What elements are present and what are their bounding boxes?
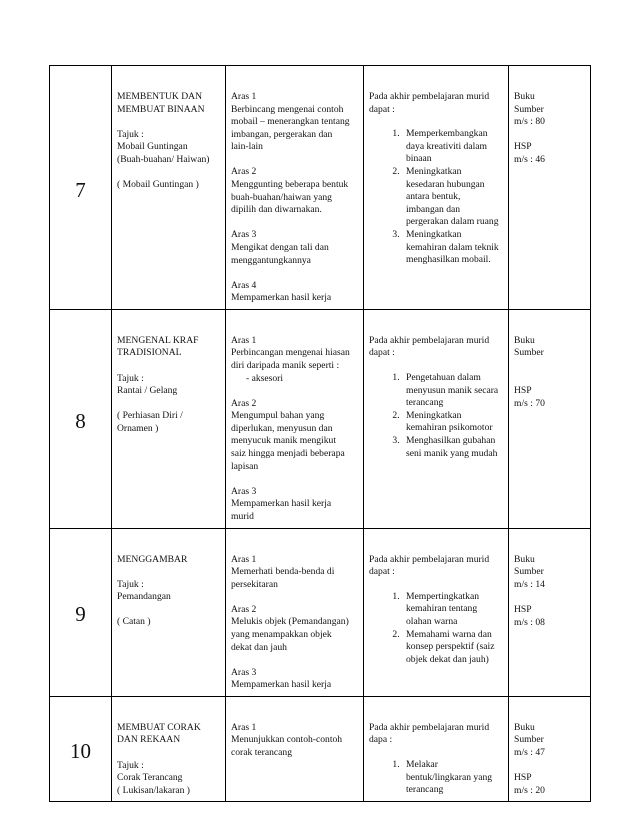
aras-line: saiz hingga menjadi beberapa — [231, 448, 345, 460]
objective-line: daya kreativiti dalam — [406, 140, 487, 152]
aras-label: Aras 1 — [231, 91, 257, 102]
aras-label: Aras 3 — [231, 485, 257, 497]
aras-line: dipilih dan diwarnakan. — [231, 204, 322, 216]
objective-item — [402, 435, 503, 460]
reference-line: HSP — [514, 603, 532, 615]
reference-line — [514, 373, 585, 386]
objectives-cell — [364, 71, 509, 309]
aras-line: dekat dan jauh — [231, 641, 287, 653]
topic-cell — [112, 534, 226, 697]
objective-line: kesedaran hubungan — [406, 178, 485, 190]
reference-line: m/s : 20 — [514, 784, 545, 796]
tajuk-line: ( Lukisan/lakaran ) — [117, 784, 190, 796]
aras-line: diri daripada manik seperti : — [231, 360, 340, 371]
objective-line: 1. Memperkembangkan — [406, 128, 488, 140]
aras-line: Memerhati benda-benda di — [231, 566, 335, 578]
objective-line: binaan — [406, 153, 432, 165]
reference-line: m/s : 80 — [514, 116, 545, 128]
references-cell — [509, 702, 591, 802]
objective-line: antara bentuk, — [406, 191, 461, 203]
aras-line: murid — [231, 510, 254, 522]
reference-line — [514, 129, 585, 142]
reference-line: Sumber — [514, 734, 544, 746]
objective-item — [402, 372, 503, 410]
topic-line: MEMBUAT CORAK — [117, 721, 201, 733]
objective-item — [402, 410, 503, 435]
activities-cell — [226, 315, 364, 528]
tajuk-label: Tajuk : — [117, 128, 144, 140]
objective-item — [402, 229, 503, 267]
tajuk-label: Tajuk : — [117, 372, 144, 384]
objectives-intro: Pada akhir pembelajaran murid — [369, 91, 490, 102]
objective-item — [402, 591, 503, 629]
tajuk-line: (Buah-buahan/ Haiwan) — [117, 153, 210, 165]
aras-line: menggantungkannya — [231, 254, 311, 266]
aras-line: Menggunting beberapa bentuk — [231, 179, 349, 191]
objective-item — [402, 629, 503, 667]
objective-line: 1. Pengetahuan dalam — [406, 372, 481, 383]
week-row — [50, 702, 591, 802]
objective-line: 3. Menghasilkan gubahan — [406, 434, 496, 446]
aras-line: Mengumpul bahan yang — [231, 410, 325, 422]
objectives-intro: dapa : — [369, 734, 393, 746]
objective-line: 3. Meningkatkan — [406, 228, 462, 240]
aras-line: Berbincang mengenai contoh — [231, 103, 344, 115]
aras-bullet: - aksesori — [246, 372, 284, 384]
aras-line: Mengikat dengan tali dan — [231, 241, 329, 253]
medium-type: ( Perhiasan Diri / — [117, 410, 183, 422]
objective-line: pergerakan dalam ruang — [406, 216, 499, 228]
topic-line: MENGENAL KRAF — [117, 334, 199, 346]
week-number: 9 — [50, 534, 112, 697]
topic-line: MEMBENTUK DAN — [117, 91, 203, 102]
references-cell — [509, 315, 591, 528]
week-row — [50, 71, 591, 309]
topic-cell — [112, 702, 226, 802]
aras-label: Aras 3 — [231, 229, 257, 241]
activities-cell — [226, 534, 364, 697]
reference-line: Sumber — [514, 103, 544, 115]
objectives-intro: Pada akhir pembelajaran murid — [369, 721, 490, 733]
aras-line: mobail – menerangkan tentang — [231, 116, 350, 128]
objectives-intro: Pada akhir pembelajaran murid — [369, 334, 490, 346]
objective-line: 2. Meningkatkan — [406, 409, 462, 421]
tajuk-line: Pemandangan — [117, 591, 171, 603]
aras-line: Mempamerkan hasil kerja — [231, 679, 332, 691]
aras-label: Aras 1 — [231, 334, 257, 346]
aras-line: persekitaran — [231, 578, 278, 590]
objective-item — [402, 759, 503, 797]
objectives-list — [369, 759, 503, 797]
objective-line: seni manik yang mudah — [406, 447, 498, 459]
topic-cell — [112, 315, 226, 528]
reference-line: Buku — [514, 721, 535, 733]
aras-line: lain-lain — [231, 141, 263, 153]
objective-line: kemahiran tentang — [406, 603, 478, 615]
reference-line: Sumber — [514, 566, 544, 578]
lesson-plan-table — [49, 65, 591, 802]
objectives-cell — [364, 702, 509, 802]
reference-line: Buku — [514, 334, 535, 346]
aras-line: imbangan, pergerakan dan — [231, 128, 333, 140]
objective-line: bentuk/lingkaran yang — [406, 771, 493, 783]
week-number: 10 — [50, 702, 112, 802]
objectives-intro: dapat : — [369, 347, 395, 359]
reference-line: Buku — [514, 91, 535, 102]
tajuk-label: Tajuk : — [117, 759, 144, 771]
week-number: 8 — [50, 315, 112, 528]
aras-label: Aras 2 — [231, 397, 257, 409]
objectives-intro: dapat : — [369, 103, 395, 115]
objective-line: menghasilkan mobail. — [406, 254, 491, 266]
medium-type: ( Mobail Guntingan ) — [117, 178, 199, 190]
aras-line: corak terancang — [231, 747, 292, 759]
objective-line: 2. Meningkatkan — [406, 165, 462, 177]
aras-label: Aras 1 — [231, 553, 257, 565]
topic-line: MEMBUAT BINAAN — [117, 103, 205, 115]
tajuk-label: Tajuk : — [117, 578, 144, 590]
reference-line: HSP — [514, 141, 532, 153]
objectives-intro: dapat : — [369, 566, 395, 578]
objectives-list — [369, 372, 503, 460]
tajuk-line: Rantai / Gelang — [117, 385, 178, 397]
objective-line: objek dekat dan jauh) — [406, 653, 489, 665]
objective-line: kemahiran psikomotor — [406, 422, 493, 434]
aras-label: Aras 2 — [231, 603, 257, 615]
topic-line: DAN REKAAN — [117, 734, 181, 746]
reference-line: HSP — [514, 772, 532, 784]
reference-line — [514, 760, 585, 773]
reference-line: m/s : 47 — [514, 747, 545, 759]
topic-line: TRADISIONAL — [117, 347, 182, 359]
week-row — [50, 534, 591, 697]
medium-type: Ornamen ) — [117, 422, 159, 434]
objective-line: olahan warna — [406, 615, 458, 627]
reference-line — [514, 591, 585, 604]
topic-cell — [112, 71, 226, 309]
references-cell — [509, 534, 591, 697]
objectives-intro: Pada akhir pembelajaran murid — [369, 553, 490, 565]
reference-line: m/s : 46 — [514, 153, 545, 165]
tajuk-line: Mobail Guntingan — [117, 141, 188, 153]
week-row — [50, 315, 591, 528]
aras-line: yang menampakkan objek — [231, 629, 332, 640]
objectives-list — [369, 128, 503, 267]
aras-line: Mempamerkan hasil kerja — [231, 498, 332, 510]
week-number: 7 — [50, 71, 112, 309]
tajuk-line: Corak Terancang — [117, 772, 183, 784]
reference-line: m/s : 08 — [514, 616, 545, 628]
reference-line — [514, 360, 585, 373]
objectives-list — [369, 591, 503, 667]
reference-line: Sumber — [514, 347, 544, 359]
aras-line: Mempamerkan hasil kerja — [231, 292, 332, 304]
objective-line: terancang — [406, 784, 444, 796]
aras-label: Aras 3 — [231, 666, 257, 678]
objective-line: 2. Memahami warna dan — [406, 628, 492, 640]
objectives-cell — [364, 315, 509, 528]
aras-line: diperlukan, menyusun dan — [231, 422, 333, 434]
objective-item — [402, 128, 503, 166]
aras-label: Aras 2 — [231, 166, 257, 178]
objective-item — [402, 166, 503, 229]
aras-line: Menunjukkan contoh-contoh — [231, 734, 343, 746]
reference-line: Buku — [514, 553, 535, 565]
objective-line: menyusun manik secara — [406, 384, 499, 396]
objective-line: terancang — [406, 397, 444, 409]
activities-cell — [226, 71, 364, 309]
aras-label: Aras 4 — [231, 279, 257, 291]
aras-line: Perbincangan mengenai hiasan — [231, 347, 350, 359]
lesson-plan-body — [50, 66, 591, 802]
aras-line: menyucuk manik mengikut — [231, 435, 336, 447]
objective-line: imbangan dan — [406, 203, 461, 215]
objectives-cell — [364, 534, 509, 697]
references-cell — [509, 71, 591, 309]
medium-type: ( Catan ) — [117, 616, 151, 628]
reference-line: m/s : 70 — [514, 397, 545, 409]
reference-line: HSP — [514, 385, 532, 397]
aras-line: lapisan — [231, 460, 259, 472]
objective-line: konsep perspektif (saiz — [406, 641, 495, 653]
objective-line: 1. Melakar — [406, 759, 438, 771]
reference-line: m/s : 14 — [514, 578, 545, 590]
objective-line: kemahiran dalam teknik — [406, 241, 499, 253]
topic-line: MENGGAMBAR — [117, 553, 188, 565]
aras-line: buah-buahan/haiwan yang — [231, 191, 332, 203]
objective-line: 1. Mempertingkatkan — [406, 590, 479, 602]
aras-line: Melukis objek (Pemandangan) — [231, 616, 349, 628]
activities-cell — [226, 702, 364, 802]
aras-label: Aras 1 — [231, 721, 257, 733]
